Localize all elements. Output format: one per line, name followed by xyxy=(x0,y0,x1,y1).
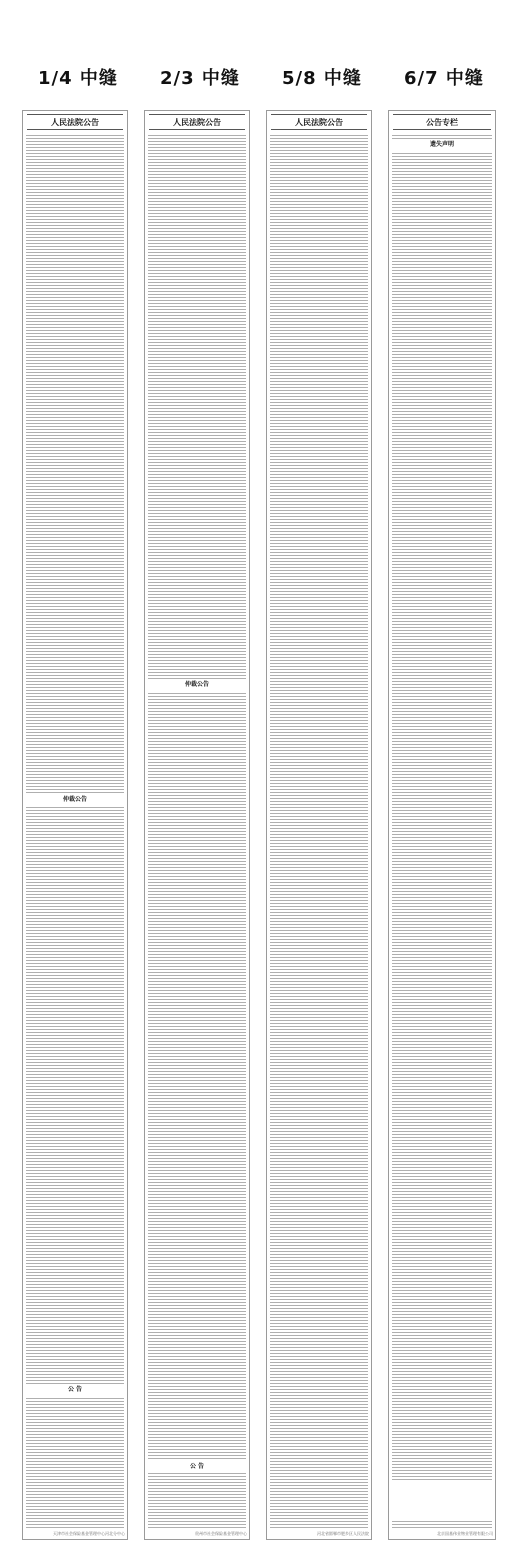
page-header xyxy=(0,60,510,100)
column-footer: 河北省邯郸市肥乡区人民法院 xyxy=(269,1529,369,1538)
newspaper-column-4 xyxy=(388,110,496,1540)
section-heading: 公 告 xyxy=(23,1384,127,1396)
column-label-2: 2/3 中缝 xyxy=(160,68,240,89)
newspaper-column-3 xyxy=(266,110,372,1540)
column-text-body xyxy=(392,135,492,1535)
column-footer: 天津市社会保险基金管理中心河北分中心 xyxy=(25,1529,125,1538)
column-title: 人民法院公告 xyxy=(27,114,123,130)
column-footer: 北京国基伟业物业管理有限公司 xyxy=(391,1529,493,1538)
column-text-body xyxy=(148,135,246,1535)
column-label-3: 5/8 中缝 xyxy=(282,68,362,89)
column-label-4: 6/7 中缝 xyxy=(404,68,484,89)
column-label-1: 1/4 中缝 xyxy=(38,68,118,89)
column-title: 公告专栏 xyxy=(393,114,491,130)
section-heading: 仲裁公告 xyxy=(145,679,249,691)
section-heading: 遗失声明 xyxy=(389,139,495,151)
column-text-body xyxy=(270,135,368,1535)
section-heading: 公 告 xyxy=(145,1461,249,1473)
newspaper-column-2 xyxy=(144,110,250,1540)
column-footer: 贵州市社会保险基金管理中心 xyxy=(147,1529,247,1538)
column-whitespace xyxy=(389,1481,495,1519)
column-text-body xyxy=(26,135,124,1535)
column-title: 人民法院公告 xyxy=(149,114,245,130)
column-title: 人民法院公告 xyxy=(271,114,367,130)
section-heading: 仲裁公告 xyxy=(23,794,127,806)
newspaper-column-1 xyxy=(22,110,128,1540)
